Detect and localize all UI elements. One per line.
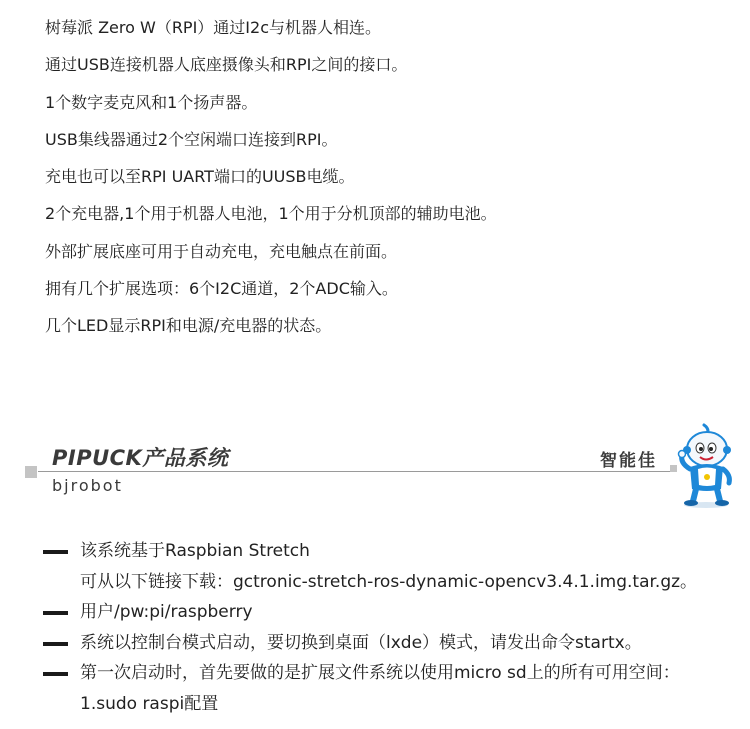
banner-divider: [38, 471, 672, 472]
intro-line-5: 充电也可以至RPI UART端口的UUSB电缆。: [45, 167, 355, 187]
list-item-text: 第一次启动时，首先要做的是扩展文件系统以使用micro sd上的所有可用空间：: [80, 663, 680, 683]
list-item: [43, 541, 743, 572]
section-banner: [0, 420, 750, 515]
dash-bullet: [43, 611, 68, 615]
banner-left-square: [25, 466, 37, 478]
intro-line-8: 拥有几个扩展选项：6个I2C通道，2个ADC输入。: [45, 279, 398, 299]
intro-paragraphs: [45, 18, 735, 354]
intro-line-9: 几个LED显示RPI和电源/充电器的状态。: [45, 316, 332, 336]
list-item: [43, 694, 743, 725]
dash-bullet: [43, 672, 68, 676]
intro-line-7: 外部扩展底座可用于自动充电，充电触点在前面。: [45, 241, 398, 261]
banner-subtitle: bjrobot: [52, 476, 123, 495]
list-item: [43, 572, 743, 603]
banner-title: PIPUCK产品系统: [52, 446, 229, 470]
robot-mascot-icon: [676, 423, 736, 509]
dash-bullet: [43, 550, 68, 554]
list-item-text: 可从以下链接下载：gctronic-stretch-ros-dynamic-opencv3.4.1.img.tar.gz。: [80, 571, 698, 592]
list-item: [43, 633, 743, 664]
intro-line-6: 2个充电器,1个用于机器人电池，1个用于分机顶部的辅助电池。: [45, 204, 497, 224]
list-item-text: 该系统基于Raspbian Stretch: [80, 541, 310, 561]
feature-list: [43, 541, 743, 724]
intro-line-1: 树莓派 Zero W（RPI）通过I2c与机器人相连。: [45, 18, 381, 37]
intro-line-3: 1个数字麦克风和1个扬声器。: [45, 92, 258, 112]
list-item-text: 系统以控制台模式启动，要切换到桌面（lxde）模式，请发出命令startx。: [80, 632, 642, 653]
list-item: [43, 663, 743, 694]
list-item-text: 用户/pw:pi/raspberry: [80, 602, 253, 622]
brand-name: 智能佳: [600, 451, 657, 471]
intro-line-2: 通过USB连接机器人底座摄像头和RPI之间的接口。: [45, 55, 408, 75]
list-item: [43, 602, 743, 633]
intro-line-4: USB集线器通过2个空闲端口连接到RPI。: [45, 129, 338, 149]
list-item-text: 1.sudo raspi配置: [80, 693, 219, 714]
dash-bullet: [43, 642, 68, 646]
